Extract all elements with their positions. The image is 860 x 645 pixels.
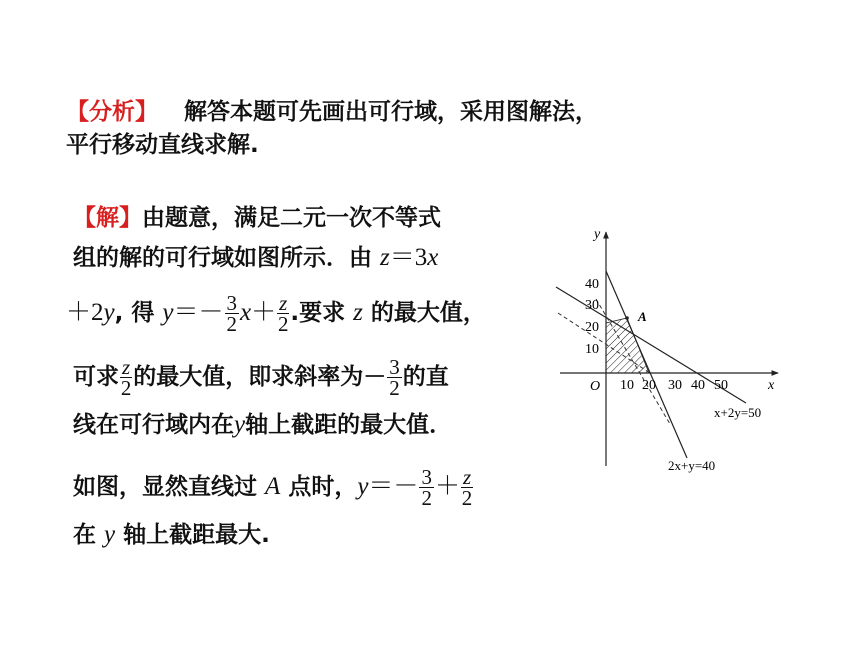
solution-text: 可求: [73, 364, 119, 390]
y-tick-label: 20: [585, 320, 599, 335]
math-op: ＝3: [389, 244, 428, 271]
solution-text: 如图，显然直线过: [73, 474, 257, 500]
math-op: ＋: [434, 473, 460, 500]
point-a: [625, 316, 629, 320]
origin-label: O: [590, 379, 601, 394]
solution-text: 在: [73, 522, 96, 548]
analysis-text-1: 解答本题可先画出可行域，采用图解法，: [184, 99, 598, 125]
math-var: x: [240, 299, 252, 326]
solution-tag: 【解】: [73, 205, 142, 231]
x-tick-label: 30: [668, 378, 682, 393]
math-var: y: [103, 299, 115, 326]
math-var: y: [357, 473, 369, 500]
fraction: $\frac{z}{2}$: [277, 291, 289, 336]
math-var: y: [162, 299, 174, 326]
math-var: y: [104, 521, 116, 548]
math-var: z: [380, 244, 390, 271]
solution-text: 点时，: [288, 474, 358, 500]
math-var: A: [265, 473, 281, 500]
point-a-label: A: [638, 309, 647, 324]
x-axis-label: x: [768, 378, 775, 393]
math-op: ＋2: [66, 299, 104, 326]
x-tick-label: 50: [714, 378, 728, 393]
fraction: $\frac{3}{2}$: [226, 291, 238, 336]
fraction: $\frac{z}{2}$: [120, 355, 132, 400]
solution-text: 组的解的可行域如图所示．由: [73, 245, 372, 271]
solution-text: 的最大值，即求斜率为－: [133, 364, 387, 390]
solution-text: 的直: [402, 364, 449, 390]
solution-text: , 得: [114, 300, 155, 326]
y-tick-label: 40: [585, 277, 599, 292]
analysis-tag: 【分析】: [66, 99, 158, 125]
solution-text: 轴上截距最大.: [123, 522, 270, 548]
solution-text: 的最大值，: [370, 300, 486, 326]
line-2-label: 2x+y=40: [668, 458, 716, 473]
x-tick-label: 40: [691, 378, 705, 393]
math-op: ＝－: [173, 299, 224, 326]
x-tick-label: 20: [642, 378, 656, 393]
solution-text: 由题意，满足二元一次不等式: [142, 205, 441, 231]
solution-text: 线在可行域内在: [73, 412, 234, 438]
y-tick-label: 10: [585, 342, 599, 357]
solution-text: 轴上截距的最大值．: [245, 412, 453, 438]
x-tick-label: 10: [620, 378, 634, 393]
math-op: ＋: [251, 299, 277, 326]
math-var: x: [427, 244, 439, 271]
analysis-text-2: 平行移动直线求解.: [66, 132, 259, 158]
solution-text: .要求: [290, 300, 346, 326]
line-1-label: x+2y=50: [714, 405, 762, 420]
fraction: $\frac{3}{2}$: [421, 465, 432, 510]
math-var: z: [353, 299, 363, 326]
fraction: $\frac{z}{2}$: [461, 465, 473, 510]
math-op: ＝－: [368, 473, 419, 500]
y-tick-label: 30: [585, 298, 599, 313]
fraction: $\frac{3}{2}$: [389, 355, 400, 400]
y-axis-label: y: [594, 227, 601, 242]
math-var: y: [234, 411, 246, 438]
